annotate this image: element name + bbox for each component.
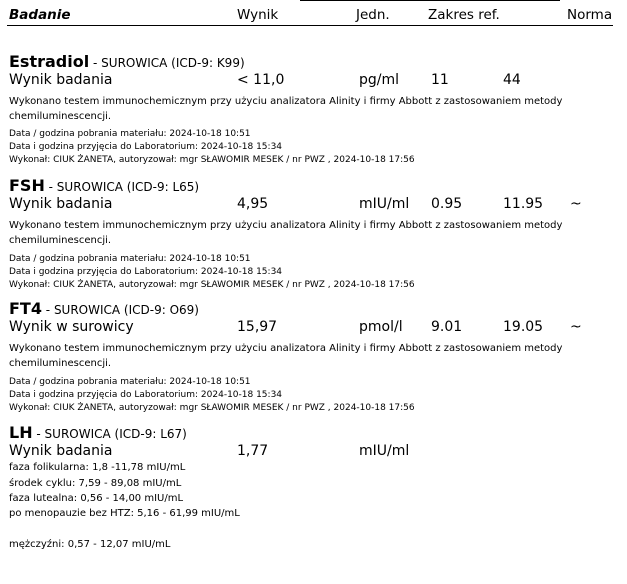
result-row <box>0 319 627 337</box>
col-header-name: Badanie <box>9 7 71 23</box>
test-specimen: - SUROWICA (ICD-9: O69) <box>41 303 199 317</box>
range-luteal: faza lutealna: 0,56 - 14,00 mIU/mL <box>9 493 184 504</box>
test-title <box>9 52 245 71</box>
range-high: 44 <box>503 72 521 88</box>
result-value: 15,97 <box>237 319 278 335</box>
result-row <box>0 443 627 461</box>
col-header-unit: Jedn. <box>356 7 390 23</box>
range-low: 9.01 <box>431 319 463 335</box>
test-name: FT4 <box>9 299 42 318</box>
result-unit: mIU/ml <box>359 196 410 212</box>
performed-by: Wykonał: CIUK ŻANETA, autoryzował: mgr SŁAWOMIR MESEK / nr PWZ , 2024-10-18 17:56 <box>9 155 415 165</box>
performed-by: Wykonał: CIUK ŻANETA, autoryzował: mgr SŁAWOMIR MESEK / nr PWZ , 2024-10-18 17:56 <box>9 280 415 290</box>
result-label: Wynik badania <box>9 72 113 88</box>
norm-indicator: ~ <box>570 319 582 335</box>
received-date: Data i godzina przyjęcia do Laboratorium: 2024-10-18 15:34 <box>9 390 283 400</box>
test-title <box>9 176 199 195</box>
result-value: < 11,0 <box>237 72 285 88</box>
test-name: LH <box>9 423 33 442</box>
result-unit: mIU/ml <box>359 443 410 459</box>
col-header-range: Zakres ref. <box>428 7 500 23</box>
result-label: Wynik badania <box>9 196 113 212</box>
result-row <box>0 72 627 90</box>
collection-date: Data / godzina pobrania materiału: 2024-10-18 10:51 <box>9 254 251 264</box>
test-specimen: - SUROWICA (ICD-9: L65) <box>44 180 200 194</box>
collection-date: Data / godzina pobrania materiału: 2024-10-18 10:51 <box>9 129 251 139</box>
range-male: mężczyźni: 0,57 - 12,07 mIU/mL <box>9 539 171 550</box>
method-description: Wykonano testem immunochemicznym przy użyciu analizatora Alinity i firmy Abbott z zastosowaniem metody chemiluminescencji. <box>9 96 563 122</box>
method-description: Wykonano testem immunochemicznym przy użyciu analizatora Alinity i firmy Abbott z zastosowaniem metody chemiluminescencji. <box>9 220 563 246</box>
test-title <box>9 299 199 318</box>
range-low: 11 <box>431 72 449 88</box>
test-name: FSH <box>9 176 45 195</box>
result-value: 4,95 <box>237 196 269 212</box>
test-specimen: - SUROWICA (ICD-9: K99) <box>89 56 245 70</box>
collection-date: Data / godzina pobrania materiału: 2024-10-18 10:51 <box>9 377 251 387</box>
range-high: 11.95 <box>503 196 544 212</box>
range-postmenopause: po menopauzie bez HTZ: 5,16 - 61,99 mIU/mL <box>9 508 240 519</box>
received-date: Data i godzina przyjęcia do Laboratorium: 2024-10-18 15:34 <box>9 267 283 277</box>
result-label: Wynik badania <box>9 443 113 459</box>
received-date: Data i godzina przyjęcia do Laboratorium: 2024-10-18 15:34 <box>9 142 283 152</box>
range-low: 0.95 <box>431 196 463 212</box>
col-header-result: Wynik <box>237 7 279 23</box>
performed-by: Wykonał: CIUK ŻANETA, autoryzował: mgr SŁAWOMIR MESEK / nr PWZ , 2024-10-18 17:56 <box>9 403 415 413</box>
test-specimen: - SUROWICA (ICD-9: L67) <box>32 427 187 441</box>
result-unit: pmol/l <box>359 319 403 335</box>
result-unit: pg/ml <box>359 72 400 88</box>
method-description: Wykonano testem immunochemicznym przy użyciu analizatora Alinity i firmy Abbott z zastosowaniem metody chemiluminescencji. <box>9 343 563 369</box>
col-header-norm: Norma <box>567 7 613 23</box>
range-mid-cycle: środek cyklu: 7,59 - 89,08 mIU/mL <box>9 478 182 489</box>
result-row <box>0 196 627 214</box>
result-value: 1,77 <box>237 443 269 459</box>
range-high: 19.05 <box>503 319 544 335</box>
test-title <box>9 423 187 442</box>
range-follicular: faza folikularna: 1,8 -11,78 mIU/mL <box>9 462 186 473</box>
table-header <box>0 0 627 26</box>
header-rule <box>7 25 613 26</box>
norm-indicator: ~ <box>570 196 582 212</box>
test-name: Estradiol <box>9 52 90 71</box>
result-label: Wynik w surowicy <box>9 319 134 335</box>
